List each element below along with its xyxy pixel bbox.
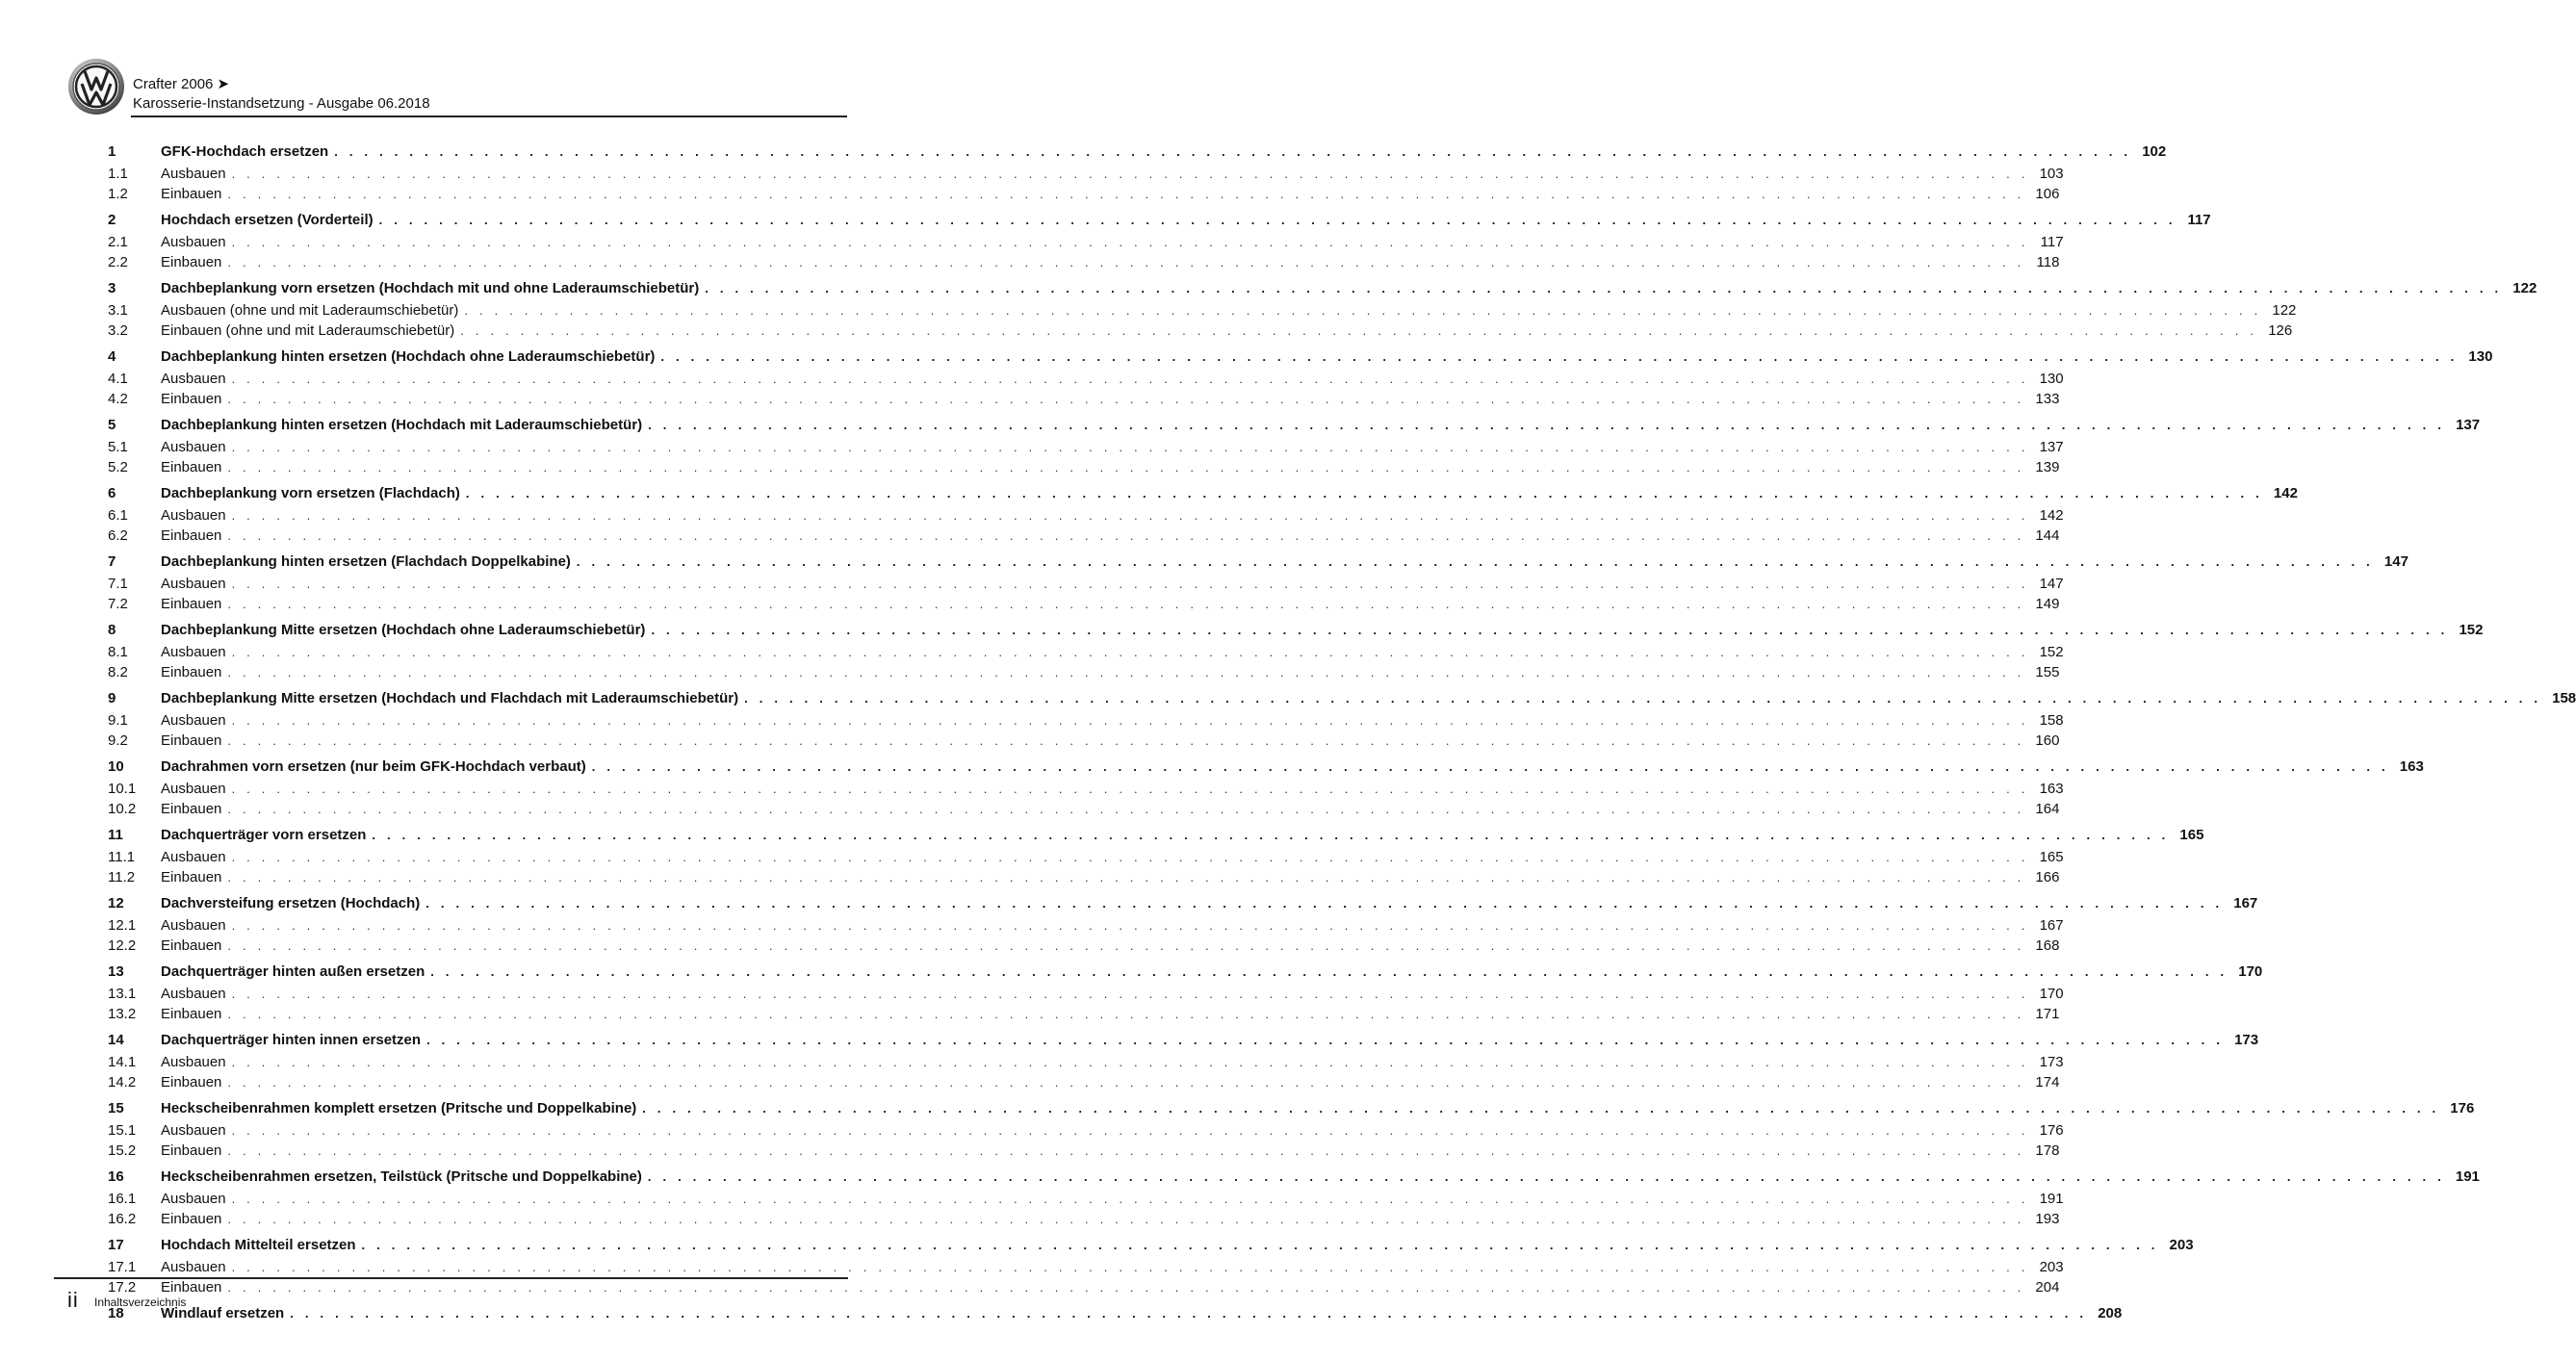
dot-leader: . . . . . . . . . . . . . . . . . . . . . . . . . . . . . . . . . . . . . . . . . . . . . . . . . . . . . . . . . . . . . . . . . . . . . . . . . . . . . . . . . . . . . . . . . . . . . . . . . . . . . . . . . . . . . . . . . . . . . . . . [231, 372, 2029, 386]
dot-leader: . . . . . . . . . . . . . . . . . . . . . . . . . . . . . . . . . . . . . . . . . . . . . . . . . . . . . . . . . . . . . . . . . . . . . . . . . . . . . . . . . . . . . . . . . . . . . . . . . . . . . . . . . . . . . . . . . . . . . . . . [231, 235, 2029, 249]
toc-page-number: 106 [2035, 186, 2060, 202]
dot-leader: . . . . . . . . . . . . . . . . . . . . . . . . . . . . . . . . . . . . . . . . . . . . . . . . . . . . . . . . . . . . . . . . . . . . . . . . . . . . . . . . . . . . . . . . . . . . . . . . . . . . . . . . . . . . . . . . . . . . . . . . [227, 665, 2025, 680]
toc-number: 3.1 [108, 302, 128, 319]
toc-page-number: 144 [2035, 527, 2060, 544]
toc-number: 9.1 [108, 712, 128, 729]
toc-chapter-group [108, 1096, 2475, 1161]
page-header [67, 56, 847, 117]
toc-subsection-entry[interactable] [108, 1209, 2060, 1229]
toc-title: Einbauen [161, 1279, 222, 1296]
toc-subsection-entry[interactable] [108, 731, 2060, 751]
toc-page-number: 176 [2039, 1122, 2064, 1139]
dot-leader: . . . . . . . . . . . . . . . . . . . . . . . . . . . . . . . . . . . . . . . . . . . . . . . . . . . . . . . . . . . . . . . . . . . . . . . . . . . . . . . . . . . . . . . . . . . . . . . . . . . . . . . . . . . . . . . . . . . . . . . . [430, 964, 2228, 979]
toc-page-number: 167 [2039, 917, 2064, 934]
toc-page-number: 170 [2238, 963, 2263, 980]
header-text [133, 75, 430, 114]
toc-title: Einbauen [161, 1211, 222, 1227]
toc-chapter-entry[interactable] [108, 413, 2481, 437]
toc-subsection-entry[interactable] [108, 1141, 2060, 1161]
toc-title: Ausbauen [161, 917, 226, 934]
dot-leader: . . . . . . . . . . . . . . . . . . . . . . . . . . . . . . . . . . . . . . . . . . . . . . . . . . . . . . . . . . . . . . . . . . . . . . . . . . . . . . . . . . . . . . . . . . . . . . . . . . . . . . . . . . . . . . . . . . . . . . . . [647, 1169, 2445, 1184]
toc-title: GFK-Hochdach ersetzen [161, 143, 329, 160]
toc-chapter-entry[interactable] [108, 1233, 2194, 1257]
toc-number: 8.1 [108, 644, 128, 660]
toc-title: Dachbeplankung Mitte ersetzen (Hochdach ohne Laderaumschiebetür) [161, 622, 646, 638]
dot-leader: . . . . . . . . . . . . . . . . . . . . . . . . . . . . . . . . . . . . . . . . . . . . . . . . . . . . . . . . . . . . . . . . . . . . . . . . . . . . . . . . . . . . . . . . . . . . . . . . . . . . . . . . . . . . . . . . . . . . . . . . [227, 870, 2025, 885]
dot-leader: . . . . . . . . . . . . . . . . . . . . . . . . . . . . . . . . . . . . . . . . . . . . . . . . . . . . . . . . . . . . . . . . . . . . . . . . . . . . . . . . . . . . . . . . . . . . . . . . . . . . . . . . . . . . . . . . . . . . . . . . [464, 303, 2262, 318]
toc-chapter-entry[interactable] [108, 686, 2576, 710]
toc-page-number: 126 [2268, 322, 2293, 339]
toc-page-number: 174 [2035, 1074, 2060, 1091]
toc-page-number: 176 [2450, 1100, 2475, 1116]
header-subtitle: Karosserie-Instandsetzung - Ausgabe 06.2018 [133, 95, 430, 112]
toc-page-number: 118 [2036, 254, 2060, 270]
toc-title: Ausbauen [161, 1054, 226, 1070]
dot-leader: . . . . . . . . . . . . . . . . . . . . . . . . . . . . . . . . . . . . . . . . . . . . . . . . . . . . . . . . . . . . . . . . . . . . . . . . . . . . . . . . . . . . . . . . . . . . . . . . . . . . . . . . . . . . . . . . . . . . . . . . [231, 440, 2029, 454]
toc-chapter-group [108, 208, 2211, 272]
footer-section-label: Inhaltsverzeichnis [94, 1296, 187, 1309]
toc-number: 15 [108, 1100, 124, 1116]
toc-title: Einbauen [161, 527, 222, 544]
toc-number: 4 [108, 348, 116, 365]
toc-page-number: 191 [2039, 1191, 2064, 1207]
toc-number: 11.2 [108, 869, 136, 885]
toc-number: 6 [108, 485, 116, 501]
dot-leader: . . . . . . . . . . . . . . . . . . . . . . . . . . . . . . . . . . . . . . . . . . . . . . . . . . . . . . . . . . . . . . . . . . . . . . . . . . . . . . . . . . . . . . . . . . . . . . . . . . . . . . . . . . . . . . . . . . . . . . . . [231, 577, 2029, 591]
toc-chapter-group [108, 1233, 2194, 1297]
toc-page-number: 163 [2399, 758, 2424, 775]
toc-chapter-entry[interactable] [108, 823, 2204, 847]
toc-subsection-entry[interactable] [108, 594, 2060, 614]
toc-title: Ausbauen [161, 849, 226, 865]
toc-page-number: 155 [2035, 664, 2060, 680]
toc-number: 8.2 [108, 664, 128, 680]
dot-leader: . . . . . . . . . . . . . . . . . . . . . . . . . . . . . . . . . . . . . . . . . . . . . . . . . . . . . . . . . . . . . . . . . . . . . . . . . . . . . . . . . . . . . . . . . . . . . . . . . . . . . . . . . . . . . . . . . . . . . . . . [460, 323, 2258, 338]
dot-leader: . . . . . . . . . . . . . . . . . . . . . . . . . . . . . . . . . . . . . . . . . . . . . . . . . . . . . . . . . . . . . . . . . . . . . . . . . . . . . . . . . . . . . . . . . . . . . . . . . . . . . . . . . . . . . . . . . . . . . . . . [660, 349, 2459, 364]
toc-number: 8 [108, 622, 116, 638]
toc-page-number: 122 [2512, 280, 2537, 296]
toc-page-number: 149 [2035, 596, 2060, 612]
toc-page-number: 163 [2039, 781, 2064, 797]
dot-leader: . . . . . . . . . . . . . . . . . . . . . . . . . . . . . . . . . . . . . . . . . . . . . . . . . . . . . . . . . . . . . . . . . . . . . . . . . . . . . . . . . . . . . . . . . . . . . . . . . . . . . . . . . . . . . . . . . . . . . . . . [372, 828, 2170, 842]
toc-page-number: 204 [2035, 1279, 2060, 1296]
toc-page-number: 152 [2039, 644, 2064, 660]
toc-subsection-entry[interactable] [108, 574, 2064, 594]
toc-title: Einbauen [161, 937, 222, 954]
toc-chapter-entry[interactable] [108, 891, 2258, 915]
toc-chapter-group [108, 481, 2298, 546]
toc-title: Ausbauen [161, 712, 226, 729]
dot-leader: . . . . . . . . . . . . . . . . . . . . . . . . . . . . . . . . . . . . . . . . . . . . . . . . . . . . . . . . . . . . . . . . . . . . . . . . . . . . . . . . . . . . . . . . . . . . . . . . . . . . . . . . . . . . . . . . . . . . . . . . [227, 597, 2025, 611]
toc-page-number: 166 [2035, 869, 2060, 885]
dot-leader: . . . . . . . . . . . . . . . . . . . . . . . . . . . . . . . . . . . . . . . . . . . . . . . . . . . . . . . . . . . . . . . . . . . . . . . . . . . . . . . . . . . . . . . . . . . . . . . . . . . . . . . . . . . . . . . . . . . . . . . . [227, 1007, 2025, 1021]
toc-number: 12.1 [108, 917, 137, 934]
dot-leader: . . . . . . . . . . . . . . . . . . . . . . . . . . . . . . . . . . . . . . . . . . . . . . . . . . . . . . . . . . . . . . . . . . . . . . . . . . . . . . . . . . . . . . . . . . . . . . . . . . . . . . . . . . . . . . . . . . . . . . . . [591, 759, 2389, 774]
toc-chapter-group [108, 618, 2484, 682]
toc-chapter-entry[interactable] [108, 345, 2493, 369]
toc-number: 10 [108, 758, 124, 775]
toc-title: Einbauen [161, 459, 222, 475]
toc-number: 2.2 [108, 254, 128, 270]
toc-page-number: 117 [2040, 234, 2064, 250]
toc-page-number: 137 [2039, 439, 2064, 455]
toc-number: 2.1 [108, 234, 128, 250]
dot-leader: . . . . . . . . . . . . . . . . . . . . . . . . . . . . . . . . . . . . . . . . . . . . . . . . . . . . . . . . . . . . . . . . . . . . . . . . . . . . . . . . . . . . . . . . . . . . . . . . . . . . . . . . . . . . . . . . . . . . . . . . [642, 1101, 2440, 1116]
toc-page-number: 142 [2039, 507, 2064, 524]
toc-subsection-entry[interactable] [108, 300, 2297, 321]
toc-page-number: 173 [2039, 1054, 2064, 1070]
toc-chapter-entry[interactable] [108, 550, 2409, 574]
dot-leader: . . . . . . . . . . . . . . . . . . . . . . . . . . . . . . . . . . . . . . . . . . . . . . . . . . . . . . . . . . . . . . . . . . . . . . . . . . . . . . . . . . . . . . . . . . . . . . . . . . . . . . . . . . . . . . . . . . . . . . . . [290, 1306, 2088, 1321]
toc-title: Dachbeplankung hinten ersetzen (Hochdach ohne Laderaumschiebetür) [161, 348, 656, 365]
toc-subsection-entry[interactable] [108, 389, 2060, 409]
dot-leader: . . . . . . . . . . . . . . . . . . . . . . . . . . . . . . . . . . . . . . . . . . . . . . . . . . . . . . . . . . . . . . . . . . . . . . . . . . . . . . . . . . . . . . . . . . . . . . . . . . . . . . . . . . . . . . . . . . . . . . . . [227, 187, 2025, 201]
toc-title: Ausbauen [161, 1191, 226, 1207]
toc-page-number: 139 [2035, 459, 2060, 475]
toc-number: 14.1 [108, 1054, 137, 1070]
toc-subsection-entry[interactable] [108, 936, 2060, 956]
toc-title: Ausbauen [161, 576, 226, 592]
toc-chapter-entry[interactable] [108, 618, 2484, 642]
toc-title: Ausbauen [161, 781, 226, 797]
toc-page-number: 171 [2035, 1006, 2060, 1022]
toc-number: 10.2 [108, 801, 137, 817]
toc-number: 5.1 [108, 439, 128, 455]
toc-title: Einbauen (ohne und mit Laderaumschiebetür) [161, 322, 455, 339]
dot-leader: . . . . . . . . . . . . . . . . . . . . . . . . . . . . . . . . . . . . . . . . . . . . . . . . . . . . . . . . . . . . . . . . . . . . . . . . . . . . . . . . . . . . . . . . . . . . . . . . . . . . . . . . . . . . . . . . . . . . . . . . [227, 1143, 2025, 1158]
toc-page-number: 173 [2234, 1032, 2259, 1048]
table-of-contents [108, 140, 2576, 1329]
toc-chapter-group [108, 755, 2424, 819]
toc-page-number: 167 [2233, 895, 2258, 911]
toc-title: Heckscheibenrahmen ersetzen, Teilstück (Pritsche und Doppelkabine) [161, 1168, 642, 1185]
toc-title: Einbauen [161, 1006, 222, 1022]
toc-number: 17.2 [108, 1279, 137, 1296]
toc-subsection-entry[interactable] [108, 1004, 2060, 1024]
toc-subsection-entry[interactable] [108, 437, 2064, 457]
toc-number: 10.1 [108, 781, 137, 797]
dot-leader: . . . . . . . . . . . . . . . . . . . . . . . . . . . . . . . . . . . . . . . . . . . . . . . . . . . . . . . . . . . . . . . . . . . . . . . . . . . . . . . . . . . . . . . . . . . . . . . . . . . . . . . . . . . . . . . . . . . . . . . . [227, 733, 2025, 748]
toc-title: Einbauen [161, 186, 222, 202]
toc-number: 9 [108, 690, 116, 706]
dot-leader: . . . . . . . . . . . . . . . . . . . . . . . . . . . . . . . . . . . . . . . . . . . . . . . . . . . . . . . . . . . . . . . . . . . . . . . . . . . . . . . . . . . . . . . . . . . . . . . . . . . . . . . . . . . . . . . . . . . . . . . . [231, 645, 2029, 659]
toc-number: 14 [108, 1032, 124, 1048]
toc-title: Einbauen [161, 391, 222, 407]
toc-number: 7 [108, 553, 116, 570]
dot-leader: . . . . . . . . . . . . . . . . . . . . . . . . . . . . . . . . . . . . . . . . . . . . . . . . . . . . . . . . . . . . . . . . . . . . . . . . . . . . . . . . . . . . . . . . . . . . . . . . . . . . . . . . . . . . . . . . . . . . . . . . [227, 938, 2025, 953]
toc-number: 1.2 [108, 186, 128, 202]
toc-page-number: 147 [2383, 553, 2409, 570]
toc-page-number: 168 [2035, 937, 2060, 954]
toc-chapter-group [108, 550, 2409, 614]
toc-title: Heckscheibenrahmen komplett ersetzen (Pritsche und Doppelkabine) [161, 1100, 637, 1116]
toc-number: 17 [108, 1237, 124, 1253]
toc-subsection-entry[interactable] [108, 847, 2064, 867]
toc-title: Einbauen [161, 801, 222, 817]
dot-leader: . . . . . . . . . . . . . . . . . . . . . . . . . . . . . . . . . . . . . . . . . . . . . . . . . . . . . . . . . . . . . . . . . . . . . . . . . . . . . . . . . . . . . . . . . . . . . . . . . . . . . . . . . . . . . . . . . . . . . . . . [227, 1075, 2025, 1090]
toc-page-number: 147 [2039, 576, 2064, 592]
header-title: Crafter 2006 ➤ [133, 76, 230, 92]
toc-number: 5.2 [108, 459, 128, 475]
toc-number: 16.1 [108, 1191, 137, 1207]
toc-title: Einbauen [161, 254, 222, 270]
toc-chapter-entry[interactable] [108, 1028, 2259, 1052]
toc-page-number: 178 [2035, 1142, 2060, 1159]
toc-title: Dachbeplankung vorn ersetzen (Flachdach) [161, 485, 460, 501]
toc-title: Dachquerträger hinten außen ersetzen [161, 963, 425, 980]
dot-leader: . . . . . . . . . . . . . . . . . . . . . . . . . . . . . . . . . . . . . . . . . . . . . . . . . . . . . . . . . . . . . . . . . . . . . . . . . . . . . . . . . . . . . . . . . . . . . . . . . . . . . . . . . . . . . . . . . . . . . . . . [231, 1055, 2029, 1069]
dot-leader: . . . . . . . . . . . . . . . . . . . . . . . . . . . . . . . . . . . . . . . . . . . . . . . . . . . . . . . . . . . . . . . . . . . . . . . . . . . . . . . . . . . . . . . . . . . . . . . . . . . . . . . . . . . . . . . . . . . . . . . . [231, 918, 2029, 933]
toc-chapter-group [108, 140, 2167, 204]
toc-chapter-entry[interactable] [108, 276, 2537, 300]
dot-leader: . . . . . . . . . . . . . . . . . . . . . . . . . . . . . . . . . . . . . . . . . . . . . . . . . . . . . . . . . . . . . . . . . . . . . . . . . . . . . . . . . . . . . . . . . . . . . . . . . . . . . . . . . . . . . . . . . . . . . . . . [231, 713, 2029, 728]
toc-title: Hochdach Mittelteil ersetzen [161, 1237, 356, 1253]
toc-subsection-entry[interactable] [108, 915, 2064, 936]
toc-subsection-entry[interactable] [108, 252, 2060, 272]
toc-number: 16 [108, 1168, 124, 1185]
toc-title: Dachbeplankung hinten ersetzen (Flachdach Doppelkabine) [161, 553, 571, 570]
page-number: ii [67, 1288, 79, 1312]
dot-leader: . . . . . . . . . . . . . . . . . . . . . . . . . . . . . . . . . . . . . . . . . . . . . . . . . . . . . . . . . . . . . . . . . . . . . . . . . . . . . . . . . . . . . . . . . . . . . . . . . . . . . . . . . . . . . . . . . . . . . . . . [227, 460, 2025, 475]
dot-leader: . . . . . . . . . . . . . . . . . . . . . . . . . . . . . . . . . . . . . . . . . . . . . . . . . . . . . . . . . . . . . . . . . . . . . . . . . . . . . . . . . . . . . . . . . . . . . . . . . . . . . . . . . . . . . . . . . . . . . . . . [227, 392, 2025, 406]
dot-leader: . . . . . . . . . . . . . . . . . . . . . . . . . . . . . . . . . . . . . . . . . . . . . . . . . . . . . . . . . . . . . . . . . . . . . . . . . . . . . . . . . . . . . . . . . . . . . . . . . . . . . . . . . . . . . . . . . . . . . . . . [231, 1192, 2029, 1206]
toc-subsection-entry[interactable] [108, 779, 2064, 799]
toc-page-number: 152 [2459, 622, 2484, 638]
toc-chapter-entry[interactable] [108, 1096, 2475, 1120]
dot-leader: . . . . . . . . . . . . . . . . . . . . . . . . . . . . . . . . . . . . . . . . . . . . . . . . . . . . . . . . . . . . . . . . . . . . . . . . . . . . . . . . . . . . . . . . . . . . . . . . . . . . . . . . . . . . . . . . . . . . . . . . [465, 486, 2263, 500]
toc-title: Ausbauen [161, 644, 226, 660]
toc-subsection-entry[interactable] [108, 1189, 2064, 1209]
toc-subsection-entry[interactable] [108, 642, 2064, 662]
toc-page-number: 130 [2468, 348, 2493, 365]
toc-page-number: 133 [2035, 391, 2060, 407]
toc-page-number: 165 [2179, 827, 2204, 843]
toc-title: Einbauen [161, 1074, 222, 1091]
toc-subsection-entry[interactable] [108, 984, 2064, 1004]
toc-number: 14.2 [108, 1074, 137, 1091]
toc-chapter-group [108, 1165, 2480, 1229]
toc-page-number: 158 [2039, 712, 2064, 729]
toc-number: 18 [108, 1305, 124, 1322]
dot-leader: . . . . . . . . . . . . . . . . . . . . . . . . . . . . . . . . . . . . . . . . . . . . . . . . . . . . . . . . . . . . . . . . . . . . . . . . . . . . . . . . . . . . . . . . . . . . . . . . . . . . . . . . . . . . . . . . . . . . . . . . [227, 1280, 2025, 1295]
toc-title: Ausbauen [161, 1122, 226, 1139]
toc-title: Einbauen [161, 596, 222, 612]
toc-number: 4.1 [108, 371, 128, 387]
toc-chapter-entry[interactable] [108, 1301, 2123, 1325]
toc-title: Ausbauen [161, 234, 226, 250]
toc-chapter-group [108, 345, 2493, 409]
toc-subsection-entry[interactable] [108, 321, 2293, 341]
toc-title: Ausbauen [161, 166, 226, 182]
dot-leader: . . . . . . . . . . . . . . . . . . . . . . . . . . . . . . . . . . . . . . . . . . . . . . . . . . . . . . . . . . . . . . . . . . . . . . . . . . . . . . . . . . . . . . . . . . . . . . . . . . . . . . . . . . . . . . . . . . . . . . . . [425, 896, 2224, 911]
toc-title: Dachversteifung ersetzen (Hochdach) [161, 895, 421, 911]
toc-subsection-entry[interactable] [108, 164, 2064, 184]
toc-page-number: 170 [2039, 986, 2064, 1002]
vw-logo-icon [67, 58, 125, 115]
toc-page-number: 102 [2142, 143, 2167, 160]
toc-number: 7.2 [108, 596, 128, 612]
dot-leader: . . . . . . . . . . . . . . . . . . . . . . . . . . . . . . . . . . . . . . . . . . . . . . . . . . . . . . . . . . . . . . . . . . . . . . . . . . . . . . . . . . . . . . . . . . . . . . . . . . . . . . . . . . . . . . . . . . . . . . . . [648, 418, 2446, 432]
toc-subsection-entry[interactable] [108, 867, 2060, 887]
toc-subsection-entry[interactable] [108, 1072, 2060, 1092]
dot-leader: . . . . . . . . . . . . . . . . . . . . . . . . . . . . . . . . . . . . . . . . . . . . . . . . . . . . . . . . . . . . . . . . . . . . . . . . . . . . . . . . . . . . . . . . . . . . . . . . . . . . . . . . . . . . . . . . . . . . . . . . [334, 144, 2132, 159]
toc-page-number: 208 [2098, 1305, 2123, 1322]
dot-leader: . . . . . . . . . . . . . . . . . . . . . . . . . . . . . . . . . . . . . . . . . . . . . . . . . . . . . . . . . . . . . . . . . . . . . . . . . . . . . . . . . . . . . . . . . . . . . . . . . . . . . . . . . . . . . . . . . . . . . . . . [651, 623, 2449, 637]
toc-page-number: 158 [2552, 690, 2576, 706]
toc-chapter-group [108, 1301, 2123, 1325]
toc-subsection-entry[interactable] [108, 184, 2060, 204]
toc-number: 6.2 [108, 527, 128, 544]
toc-subsection-entry[interactable] [108, 662, 2060, 682]
header-divider [131, 115, 847, 117]
toc-title: Ausbauen [161, 1259, 226, 1275]
dot-leader: . . . . . . . . . . . . . . . . . . . . . . . . . . . . . . . . . . . . . . . . . . . . . . . . . . . . . . . . . . . . . . . . . . . . . . . . . . . . . . . . . . . . . . . . . . . . . . . . . . . . . . . . . . . . . . . . . . . . . . . . [231, 508, 2029, 523]
toc-number: 12.2 [108, 937, 137, 954]
toc-subsection-entry[interactable] [108, 799, 2060, 819]
toc-subsection-entry[interactable] [108, 1120, 2064, 1141]
dot-leader: . . . . . . . . . . . . . . . . . . . . . . . . . . . . . . . . . . . . . . . . . . . . . . . . . . . . . . . . . . . . . . . . . . . . . . . . . . . . . . . . . . . . . . . . . . . . . . . . . . . . . . . . . . . . . . . . . . . . . . . . [231, 987, 2029, 1001]
toc-chapter-entry[interactable] [108, 208, 2211, 232]
toc-subsection-entry[interactable] [108, 1257, 2064, 1277]
toc-number: 11 [108, 827, 123, 843]
toc-title: Dachbeplankung vorn ersetzen (Hochdach mit und ohne Laderaumschiebetür) [161, 280, 700, 296]
toc-title: Windlauf ersetzen [161, 1305, 285, 1322]
toc-number: 15.2 [108, 1142, 137, 1159]
toc-page-number: 103 [2039, 166, 2064, 182]
toc-title: Einbauen [161, 732, 222, 749]
toc-subsection-entry[interactable] [108, 369, 2064, 389]
toc-subsection-entry[interactable] [108, 457, 2060, 477]
toc-page-number: 203 [2169, 1237, 2194, 1253]
dot-leader: . . . . . . . . . . . . . . . . . . . . . . . . . . . . . . . . . . . . . . . . . . . . . . . . . . . . . . . . . . . . . . . . . . . . . . . . . . . . . . . . . . . . . . . . . . . . . . . . . . . . . . . . . . . . . . . . . . . . . . . . [227, 1212, 2025, 1226]
toc-title: Ausbauen [161, 507, 226, 524]
toc-title: Dachbeplankung hinten ersetzen (Hochdach mit Laderaumschiebetür) [161, 417, 643, 433]
footer-divider [54, 1277, 848, 1279]
toc-number: 3.2 [108, 322, 128, 339]
toc-page-number: 164 [2035, 801, 2060, 817]
toc-title: Einbauen [161, 869, 222, 885]
toc-subsection-entry[interactable] [108, 710, 2064, 731]
toc-page-number: 160 [2035, 732, 2060, 749]
toc-chapter-entry[interactable] [108, 960, 2263, 984]
toc-subsection-entry[interactable] [108, 505, 2064, 526]
toc-number: 4.2 [108, 391, 128, 407]
dot-leader: . . . . . . . . . . . . . . . . . . . . . . . . . . . . . . . . . . . . . . . . . . . . . . . . . . . . . . . . . . . . . . . . . . . . . . . . . . . . . . . . . . . . . . . . . . . . . . . . . . . . . . . . . . . . . . . . . . . . . . . . [231, 850, 2029, 864]
toc-chapter-group [108, 1028, 2259, 1092]
toc-page-number: 117 [2187, 212, 2211, 228]
toc-page-number: 203 [2039, 1259, 2064, 1275]
dot-leader: . . . . . . . . . . . . . . . . . . . . . . . . . . . . . . . . . . . . . . . . . . . . . . . . . . . . . . . . . . . . . . . . . . . . . . . . . . . . . . . . . . . . . . . . . . . . . . . . . . . . . . . . . . . . . . . . . . . . . . . . [227, 802, 2025, 816]
toc-title: Ausbauen (ohne und mit Laderaumschiebetür) [161, 302, 459, 319]
toc-title: Dachquerträger hinten innen ersetzen [161, 1032, 422, 1048]
toc-number: 11.1 [108, 849, 136, 865]
toc-title: Hochdach ersetzen (Vorderteil) [161, 212, 374, 228]
dot-leader: . . . . . . . . . . . . . . . . . . . . . . . . . . . . . . . . . . . . . . . . . . . . . . . . . . . . . . . . . . . . . . . . . . . . . . . . . . . . . . . . . . . . . . . . . . . . . . . . . . . . . . . . . . . . . . . . . . . . . . . . [705, 281, 2503, 295]
toc-number: 13.2 [108, 1006, 137, 1022]
toc-page-number: 165 [2039, 849, 2064, 865]
dot-leader: . . . . . . . . . . . . . . . . . . . . . . . . . . . . . . . . . . . . . . . . . . . . . . . . . . . . . . . . . . . . . . . . . . . . . . . . . . . . . . . . . . . . . . . . . . . . . . . . . . . . . . . . . . . . . . . . . . . . . . . . [227, 528, 2025, 543]
toc-number: 12 [108, 895, 124, 911]
toc-number: 6.1 [108, 507, 128, 524]
toc-page-number: 142 [2273, 485, 2298, 501]
toc-title: Ausbauen [161, 371, 226, 387]
toc-title: Dachrahmen vorn ersetzen (nur beim GFK-Hochdach verbaut) [161, 758, 586, 775]
dot-leader: . . . . . . . . . . . . . . . . . . . . . . . . . . . . . . . . . . . . . . . . . . . . . . . . . . . . . . . . . . . . . . . . . . . . . . . . . . . . . . . . . . . . . . . . . . . . . . . . . . . . . . . . . . . . . . . . . . . . . . . . [378, 213, 2177, 227]
toc-page-number: 122 [2272, 302, 2297, 319]
toc-chapter-entry[interactable] [108, 140, 2167, 164]
dot-leader: . . . . . . . . . . . . . . . . . . . . . . . . . . . . . . . . . . . . . . . . . . . . . . . . . . . . . . . . . . . . . . . . . . . . . . . . . . . . . . . . . . . . . . . . . . . . . . . . . . . . . . . . . . . . . . . . . . . . . . . . [576, 554, 2374, 569]
toc-subsection-entry[interactable] [108, 526, 2060, 546]
toc-number: 3 [108, 280, 116, 296]
toc-subsection-entry[interactable] [108, 1277, 2060, 1297]
dot-leader: . . . . . . . . . . . . . . . . . . . . . . . . . . . . . . . . . . . . . . . . . . . . . . . . . . . . . . . . . . . . . . . . . . . . . . . . . . . . . . . . . . . . . . . . . . . . . . . . . . . . . . . . . . . . . . . . . . . . . . . . [231, 1123, 2029, 1138]
toc-chapter-group [108, 891, 2258, 956]
toc-number: 17.1 [108, 1259, 137, 1275]
toc-chapter-group [108, 686, 2576, 751]
toc-number: 15.1 [108, 1122, 137, 1139]
toc-number: 2 [108, 212, 116, 228]
toc-number: 1.1 [108, 166, 128, 182]
toc-page-number: 130 [2039, 371, 2064, 387]
toc-chapter-group [108, 823, 2204, 887]
toc-number: 16.2 [108, 1211, 137, 1227]
toc-number: 13 [108, 963, 124, 980]
toc-number: 13.1 [108, 986, 137, 1002]
toc-number: 1 [108, 143, 116, 160]
toc-chapter-group [108, 960, 2263, 1024]
toc-chapter-group [108, 413, 2481, 477]
toc-subsection-entry[interactable] [108, 1052, 2064, 1072]
dot-leader: . . . . . . . . . . . . . . . . . . . . . . . . . . . . . . . . . . . . . . . . . . . . . . . . . . . . . . . . . . . . . . . . . . . . . . . . . . . . . . . . . . . . . . . . . . . . . . . . . . . . . . . . . . . . . . . . . . . . . . . . [426, 1033, 2225, 1047]
toc-title: Dachbeplankung Mitte ersetzen (Hochdach und Flachdach mit Laderaumschiebetür) [161, 690, 739, 706]
toc-number: 5 [108, 417, 116, 433]
toc-title: Ausbauen [161, 439, 226, 455]
dot-leader: . . . . . . . . . . . . . . . . . . . . . . . . . . . . . . . . . . . . . . . . . . . . . . . . . . . . . . . . . . . . . . . . . . . . . . . . . . . . . . . . . . . . . . . . . . . . . . . . . . . . . . . . . . . . . . . . . . . . . . . . [361, 1238, 2159, 1252]
toc-chapter-entry[interactable] [108, 1165, 2480, 1189]
dot-leader: . . . . . . . . . . . . . . . . . . . . . . . . . . . . . . . . . . . . . . . . . . . . . . . . . . . . . . . . . . . . . . . . . . . . . . . . . . . . . . . . . . . . . . . . . . . . . . . . . . . . . . . . . . . . . . . . . . . . . . . . [231, 167, 2029, 181]
toc-title: Ausbauen [161, 986, 226, 1002]
toc-chapter-entry[interactable] [108, 481, 2298, 505]
toc-title: Einbauen [161, 1142, 222, 1159]
toc-title: Einbauen [161, 664, 222, 680]
dot-leader: . . . . . . . . . . . . . . . . . . . . . . . . . . . . . . . . . . . . . . . . . . . . . . . . . . . . . . . . . . . . . . . . . . . . . . . . . . . . . . . . . . . . . . . . . . . . . . . . . . . . . . . . . . . . . . . . . . . . . . . . [231, 782, 2029, 796]
toc-page-number: 137 [2456, 417, 2481, 433]
toc-number: 7.1 [108, 576, 128, 592]
toc-chapter-group [108, 276, 2537, 341]
dot-leader: . . . . . . . . . . . . . . . . . . . . . . . . . . . . . . . . . . . . . . . . . . . . . . . . . . . . . . . . . . . . . . . . . . . . . . . . . . . . . . . . . . . . . . . . . . . . . . . . . . . . . . . . . . . . . . . . . . . . . . . . [744, 691, 2542, 706]
dot-leader: . . . . . . . . . . . . . . . . . . . . . . . . . . . . . . . . . . . . . . . . . . . . . . . . . . . . . . . . . . . . . . . . . . . . . . . . . . . . . . . . . . . . . . . . . . . . . . . . . . . . . . . . . . . . . . . . . . . . . . . . [231, 1260, 2029, 1274]
toc-page-number: 191 [2455, 1168, 2480, 1185]
toc-chapter-entry[interactable] [108, 755, 2424, 779]
toc-subsection-entry[interactable] [108, 232, 2064, 252]
toc-title: Dachquerträger vorn ersetzen [161, 827, 367, 843]
toc-number: 9.2 [108, 732, 128, 749]
toc-page-number: 193 [2035, 1211, 2060, 1227]
dot-leader: . . . . . . . . . . . . . . . . . . . . . . . . . . . . . . . . . . . . . . . . . . . . . . . . . . . . . . . . . . . . . . . . . . . . . . . . . . . . . . . . . . . . . . . . . . . . . . . . . . . . . . . . . . . . . . . . . . . . . . . . [227, 255, 2025, 269]
